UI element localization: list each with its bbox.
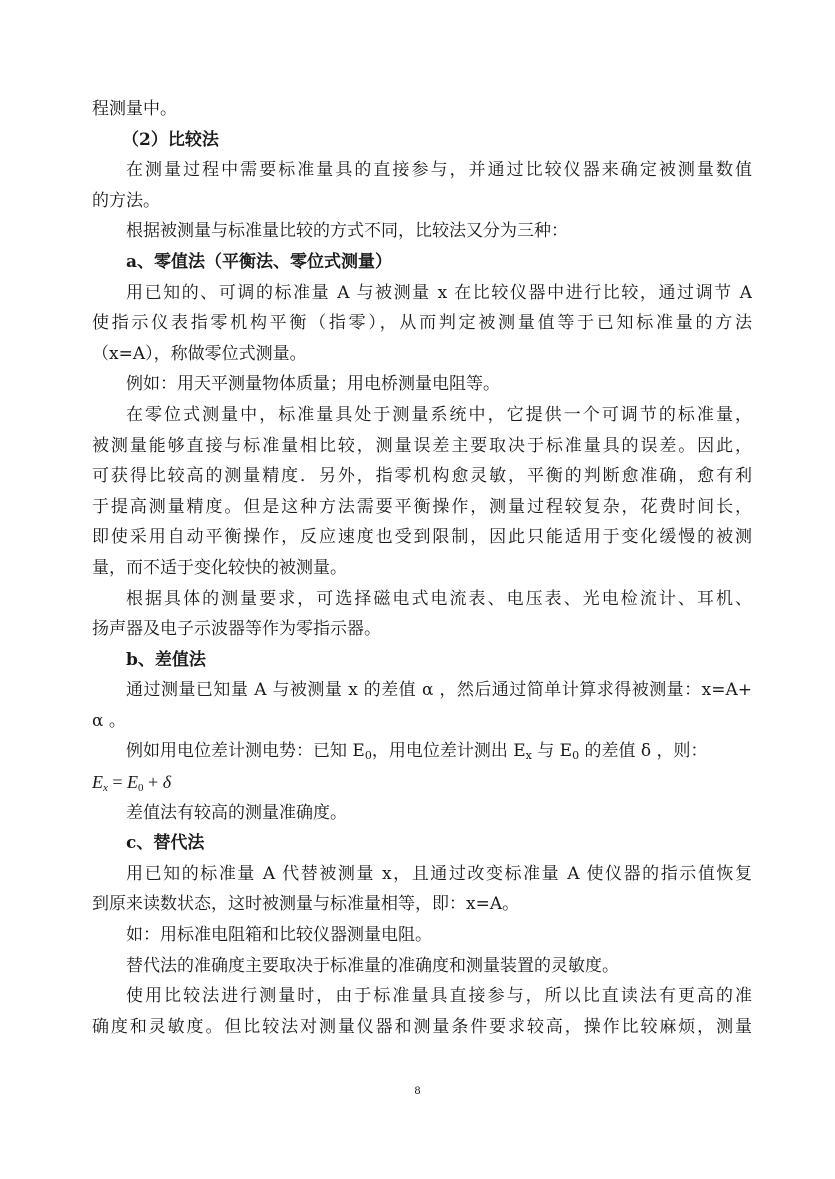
formula-symbol: E xyxy=(92,772,103,793)
subheading-difference-method: b、差值法 xyxy=(126,649,206,670)
text-fragment: 与 E xyxy=(531,741,573,762)
formula-difference xyxy=(92,767,752,798)
text-line: 可获得比较高的测量精度．另外，指零机构愈灵敏，平衡的判断愈准确，愈有利 xyxy=(92,466,752,487)
text-line: （x=A），称做零位式测量。 xyxy=(92,343,307,364)
text-fragment: ，用电位差计测出 E xyxy=(371,741,526,762)
text-line: 到原来读数状态，这时被测量与标准量相等，即：x=A。 xyxy=(92,894,520,915)
text-line: 在测量过程中需要标准量具的直接参与，并通过比较仪器来确定被测量数值 xyxy=(126,160,752,181)
text-line: 的方法。 xyxy=(92,190,160,211)
text-line: α 。 xyxy=(92,710,126,731)
text-line: 如：用标准电阻箱和比较仪器测量电阻。 xyxy=(126,925,432,946)
text-line: 确度和灵敏度。但比较法对测量仪器和测量条件要求较高，操作比较麻烦，测量 xyxy=(92,1016,752,1037)
text-line: 于提高测量精度。但是这种方法需要平衡操作，测量过程较复杂，花费时间长， xyxy=(92,496,752,517)
subheading-null-method: a、零值法（平衡法、零位式测量） xyxy=(126,251,393,272)
text-line: 量，而不适于变化较快的被测量。 xyxy=(92,557,347,578)
formula-subscript: 0 xyxy=(138,782,144,795)
text-line-with-subscripts xyxy=(92,736,752,767)
formula-operator: = xyxy=(107,772,128,793)
formula-symbol: E xyxy=(127,772,139,793)
text-fragment: 例如用电位差计测电势：已知 E xyxy=(126,741,365,762)
text-line: 用已知的、可调的标准量 A 与被测量 x 在比较仪器中进行比较，通过调节 A xyxy=(126,282,752,303)
text-line: 例如：用天平测量物体质量；用电桥测量电阻等。 xyxy=(126,374,500,395)
text-line: 根据具体的测量要求，可选择磁电式电流表、电压表、光电检流计、耳机、 xyxy=(126,588,752,609)
text-line: 差值法有较高的测量准确度。 xyxy=(126,802,347,823)
text-line: 使用比较法进行测量时，由于标准量具直接参与，所以比直读法有更高的准 xyxy=(126,986,752,1007)
text-line: 替代法的准确度主要取决于标准量的准确度和测量装置的灵敏度。 xyxy=(126,955,619,976)
subscript: 0 xyxy=(572,749,580,763)
formula-symbol: δ xyxy=(162,772,172,793)
page-number: 8 xyxy=(414,1083,421,1097)
subheading-substitution-method: c、替代法 xyxy=(126,833,205,854)
formula-subscript: x xyxy=(103,782,108,795)
text-line: 在零位式测量中，标准量具处于测量系统中，它提供一个可调节的标准量， xyxy=(126,404,752,425)
text-line: 使指示仪表指零机构平衡（指零），从而判定被测量值等于已知标准量的方法 xyxy=(92,313,752,334)
section-heading-comparison-method: （2）比较法 xyxy=(122,129,219,150)
text-line: 扬声器及电子示波器等作为零指示器。 xyxy=(92,619,381,640)
text-line: 即使采用自动平衡操作，反应速度也受到限制，因此只能适用于变化缓慢的被测 xyxy=(92,527,752,548)
formula-operator: + xyxy=(143,772,163,793)
subscript: x xyxy=(525,749,532,763)
text-fragment: 的差值 δ ，则： xyxy=(579,741,708,762)
text-line: 根据被测量与标准量比较的方式不同，比较法又分为三种： xyxy=(126,221,568,242)
subscript: 0 xyxy=(364,749,372,763)
text-line: 被测量能够直接与标准量相比较，测量误差主要取决于标准量具的误差。因此， xyxy=(92,435,752,456)
text-line: 通过测量已知量 A 与被测量 x 的差值 α ，然后通过简单计算求得被测量：x=A+ xyxy=(126,680,752,701)
document-body xyxy=(92,94,752,1042)
text-line: 程测量中。 xyxy=(92,99,177,119)
text-line: 用已知的标准量 A 代替被测量 x，且通过改变标准量 A 使仪器的指示值恢复 xyxy=(126,863,752,884)
